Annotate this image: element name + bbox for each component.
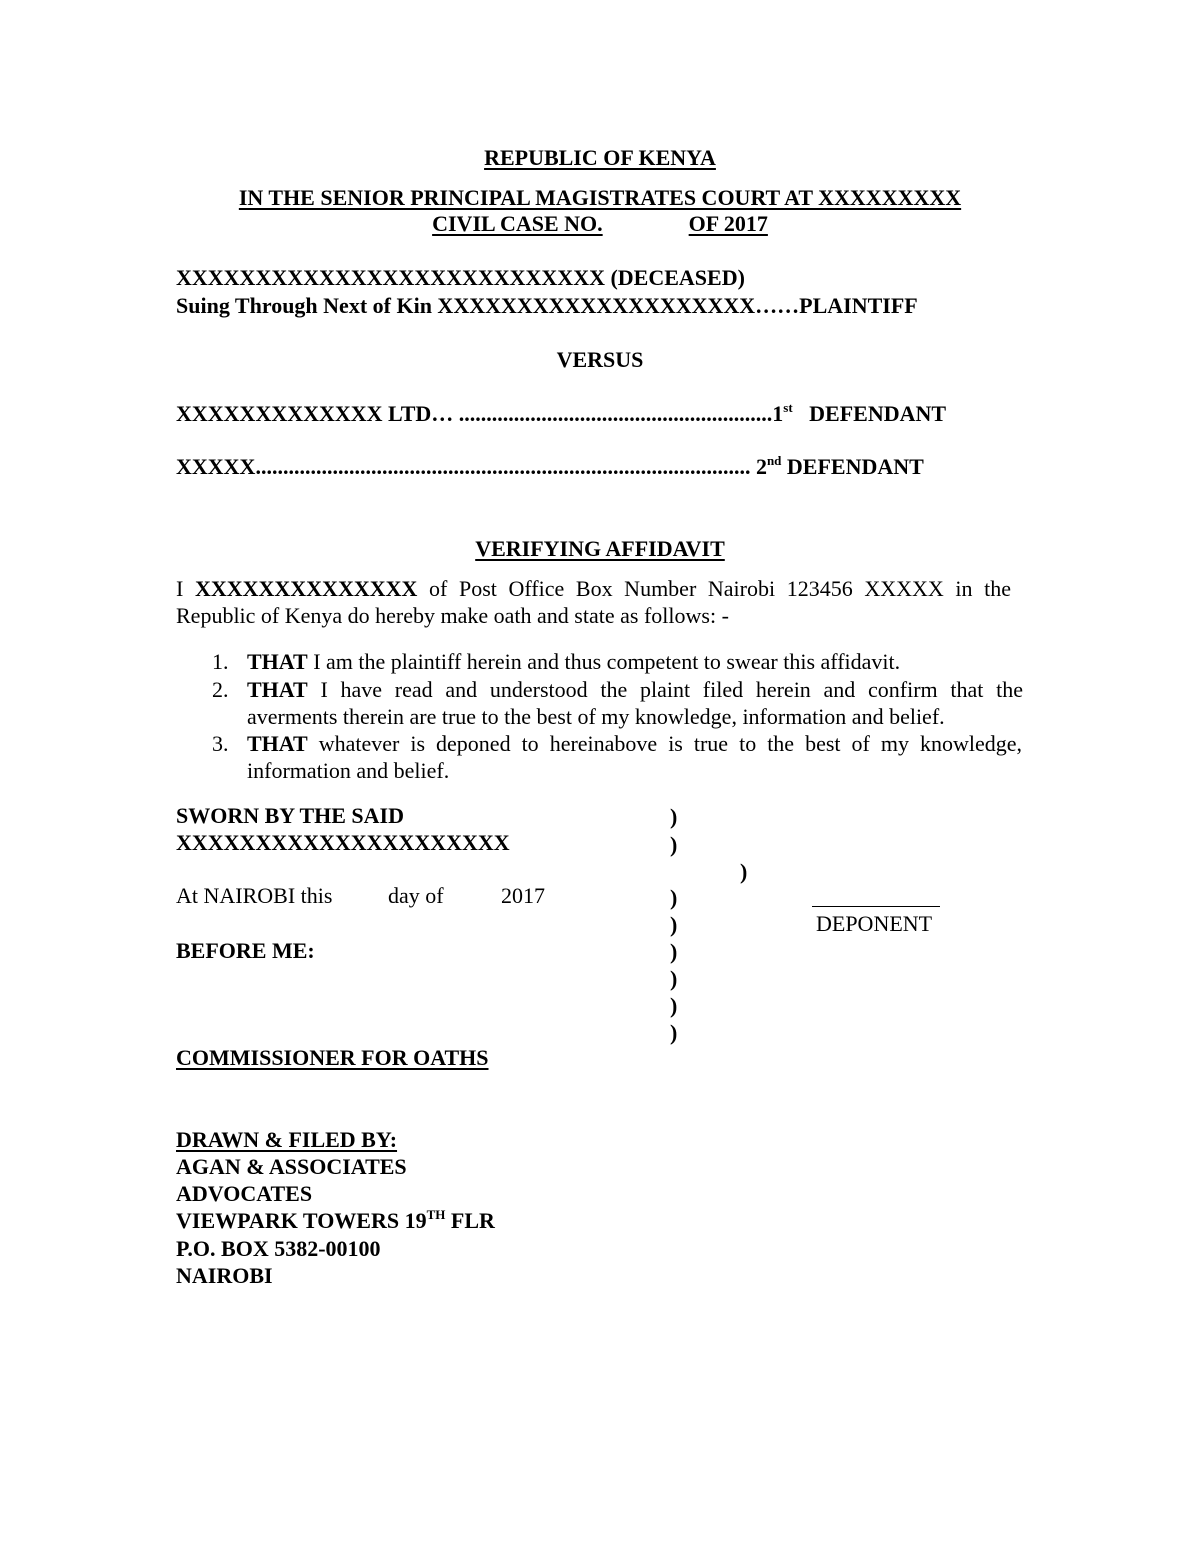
item-number: 2. <box>212 677 229 702</box>
firm-address <box>176 1207 495 1233</box>
firm-advocates: ADVOCATES <box>176 1181 313 1206</box>
drawn-filed-title: DRAWN & FILED BY: <box>176 1127 398 1152</box>
intro-pronoun: I <box>176 576 184 601</box>
item-lead: THAT <box>247 677 308 702</box>
item-line: whatever is deponed to hereinabove is true to the best of my knowledge, <box>318 731 1022 756</box>
case-prefix: CIVIL CASE NO. <box>432 211 603 236</box>
deponent-signature-line <box>812 906 940 907</box>
item-3-text <box>247 733 1022 755</box>
intro-line-2: Republic of Kenya do hereby make oath and state as follows: - <box>176 603 729 628</box>
item-number: 1. <box>212 649 229 674</box>
commissioner-label: COMMISSIONER FOR OATHS <box>176 1045 489 1070</box>
first-defendant-name: XXXXXXXXXXXXX LTD… .........................................................1 <box>176 401 784 426</box>
versus-label: VERSUS <box>556 347 644 372</box>
plaintiff-name: XXXXXXXXXXXXXXXXXXXXXXXXXXX (DECEASED) <box>176 265 745 290</box>
sworn-label: SWORN BY THE SAID <box>176 803 405 828</box>
first-defendant-label: DEFENDANT <box>809 401 947 426</box>
item-number: 3. <box>212 731 229 756</box>
sworn-year: 2017 <box>501 883 545 908</box>
address-building: VIEWPARK TOWERS 19 <box>176 1208 427 1233</box>
before-me-label: BEFORE ME: <box>176 938 315 963</box>
first-defendant <box>176 400 947 426</box>
sworn-place: At NAIROBI this <box>176 883 333 908</box>
bracket: ) <box>670 804 678 829</box>
second-defendant <box>176 453 924 479</box>
item-line: I am the plaintiff herein and thus competent to swear this affidavit. <box>313 649 901 674</box>
case-number <box>0 213 1200 235</box>
item-lead: THAT <box>247 649 308 674</box>
sworn-day-of: day of <box>388 883 444 908</box>
second-defendant-ordinal: nd <box>766 453 782 468</box>
item-2-text <box>247 679 1023 701</box>
item-lead: THAT <box>247 731 308 756</box>
bracket: ) <box>670 885 678 910</box>
bracket: ) <box>670 939 678 964</box>
intro-line-1 <box>176 578 1011 600</box>
intro-address: of Post Office Box Number Nairobi 123456 XXXXX in the <box>429 576 1012 601</box>
firm-pobox: P.O. BOX 5382-00100 <box>176 1236 381 1261</box>
bracket: ) <box>670 912 678 937</box>
firm-name: AGAN & ASSOCIATES <box>176 1154 407 1179</box>
item-3-continuation: information and belief. <box>247 758 450 783</box>
bracket: ) <box>740 859 748 884</box>
address-ordinal: TH <box>426 1207 446 1222</box>
court-title: IN THE SENIOR PRINCIPAL MAGISTRATES COURT AT XXXXXXXXX <box>238 185 962 210</box>
bracket: ) <box>670 993 678 1018</box>
sworn-name: XXXXXXXXXXXXXXXXXXXXX <box>176 830 510 855</box>
second-defendant-label: DEFENDANT <box>786 454 924 479</box>
bracket: ) <box>670 1020 678 1045</box>
deponent-label: DEPONENT <box>816 911 933 936</box>
firm-city: NAIROBI <box>176 1263 273 1288</box>
item-1-text <box>247 651 900 673</box>
second-defendant-name: XXXXX.......................................................................................... 2 <box>176 454 767 479</box>
address-floor: FLR <box>450 1208 495 1233</box>
plaintiff-suing: Suing Through Next of Kin XXXXXXXXXXXXXXXXXXXX……PLAINTIFF <box>176 293 918 318</box>
republic-title: REPUBLIC OF KENYA <box>484 145 716 170</box>
item-line: I have read and understood the plaint filed herein and confirm that the <box>320 677 1023 702</box>
deponent-name: XXXXXXXXXXXXXX <box>194 576 418 601</box>
bracket: ) <box>670 966 678 991</box>
affidavit-title: VERIFYING AFFIDAVIT <box>475 536 725 561</box>
first-defendant-ordinal: st <box>783 400 793 415</box>
item-2-continuation: averments therein are true to the best of my knowledge, information and belief. <box>247 704 945 729</box>
case-suffix: OF 2017 <box>688 211 768 236</box>
bracket: ) <box>670 832 678 857</box>
